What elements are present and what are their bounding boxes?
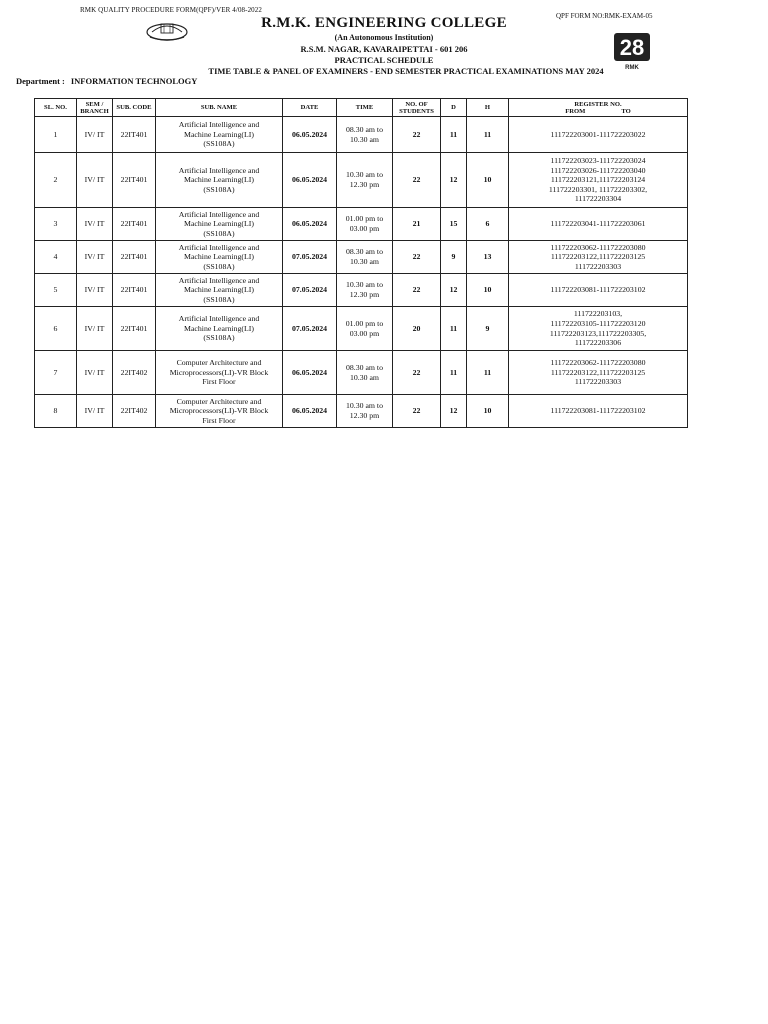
- cell-sem-branch: IV/ IT: [77, 117, 113, 153]
- cell-date: 07.05.2024: [283, 307, 337, 351]
- cell-no-of-students: 22: [393, 395, 441, 428]
- cell-sub-name: Artificial Intelligence and Machine Learning(LI) (SS108A): [156, 153, 283, 208]
- cell-sub-name: Artificial Intelligence and Machine Learning(LI) (SS108A): [156, 307, 283, 351]
- cell-time: 08.30 am to 10.30 am: [337, 241, 393, 274]
- cell-date: 07.05.2024: [283, 274, 337, 307]
- register-to-heading: TO: [621, 107, 631, 115]
- col-date: DATE: [283, 99, 337, 117]
- cell-time: 08.30 am to 10.30 am: [337, 117, 393, 153]
- cell-no-of-students: 21: [393, 208, 441, 241]
- cell-h: 11: [467, 351, 509, 395]
- cell-h: 10: [467, 153, 509, 208]
- cell-d: 11: [441, 307, 467, 351]
- cell-sub-name: Computer Architecture and Microprocessors(LI)-VR Block First Floor: [156, 351, 283, 395]
- cell-register-no: 111722203023-111722203024 111722203026-111722203040 111722203121,111722203124 111722203301, 111722203302, 111722203304: [509, 153, 688, 208]
- cell-register-no: 111722203103, 111722203105-111722203120 111722203123,111722203305, 111722203306: [509, 307, 688, 351]
- schedule-heading: PRACTICAL SCHEDULE: [334, 55, 434, 65]
- cell-date: 07.05.2024: [283, 241, 337, 274]
- cell-h: 13: [467, 241, 509, 274]
- cell-time: 08.30 am to 10.30 am: [337, 351, 393, 395]
- table-header-row: [35, 99, 688, 117]
- cell-time: 01.00 pm to 03.00 pm: [337, 208, 393, 241]
- logo-number: 28: [619, 35, 645, 60]
- cell-sl-no: 3: [35, 208, 77, 241]
- cell-sem-branch: IV/ IT: [77, 153, 113, 208]
- cell-h: 10: [467, 274, 509, 307]
- cell-sl-no: 6: [35, 307, 77, 351]
- table-row: [35, 274, 688, 307]
- timetable: [34, 98, 688, 428]
- cell-time: 10.30 am to 12.30 pm: [337, 395, 393, 428]
- cell-sub-code: 22IT402: [113, 351, 156, 395]
- cell-d: 11: [441, 117, 467, 153]
- col-no-of-students: NO. OF STUDENTS: [393, 99, 441, 117]
- table-row: [35, 208, 688, 241]
- cell-sub-name: Computer Architecture and Microprocessors(LI)-VR Block First Floor: [156, 395, 283, 428]
- cell-d: 9: [441, 241, 467, 274]
- cell-sub-name: Artificial Intelligence and Machine Learning(LI) (SS108A): [156, 274, 283, 307]
- col-h: H: [467, 99, 509, 117]
- cell-date: 06.05.2024: [283, 153, 337, 208]
- cell-sem-branch: IV/ IT: [77, 208, 113, 241]
- table-row: [35, 395, 688, 428]
- register-from-heading: FROM: [565, 107, 586, 115]
- cell-register-no: 111722203081-111722203102: [509, 274, 688, 307]
- institution-type: (An Autonomous Institution): [334, 33, 434, 42]
- cell-time: 10.30 am to 12.30 pm: [337, 153, 393, 208]
- cell-sub-code: 22IT401: [113, 241, 156, 274]
- cell-sem-branch: IV/ IT: [77, 241, 113, 274]
- cell-sl-no: 4: [35, 241, 77, 274]
- cell-date: 06.05.2024: [283, 208, 337, 241]
- cell-sub-name: Artificial Intelligence and Machine Learning(LI) (SS108A): [156, 208, 283, 241]
- cell-h: 11: [467, 117, 509, 153]
- cell-sub-code: 22IT401: [113, 117, 156, 153]
- cell-sl-no: 2: [35, 153, 77, 208]
- cell-register-no: 111722203062-111722203080 111722203122,111722203125 111722203303: [509, 351, 688, 395]
- college-name: R.M.K. ENGINEERING COLLEGE: [261, 15, 507, 31]
- cell-h: 10: [467, 395, 509, 428]
- table-row: [35, 351, 688, 395]
- cell-sem-branch: IV/ IT: [77, 351, 113, 395]
- cell-sub-code: 22IT401: [113, 274, 156, 307]
- cell-d: 11: [441, 351, 467, 395]
- cell-d: 12: [441, 274, 467, 307]
- cell-d: 15: [441, 208, 467, 241]
- cell-no-of-students: 22: [393, 351, 441, 395]
- department-value: INFORMATION TECHNOLOGY: [70, 76, 198, 86]
- table-row: [35, 241, 688, 274]
- col-time: TIME: [337, 99, 393, 117]
- cell-time: 10.30 am to 12.30 pm: [337, 274, 393, 307]
- col-sl-no: SL. NO.: [35, 99, 77, 117]
- cell-h: 9: [467, 307, 509, 351]
- col-sub-name: SUB. NAME: [156, 99, 283, 117]
- form-number: QPF FORM NO:RMK-EXAM-05: [556, 12, 653, 20]
- cell-no-of-students: 22: [393, 241, 441, 274]
- department-label: Department :: [16, 76, 65, 86]
- cell-register-no: 111722203041-111722203061: [509, 208, 688, 241]
- table-row: [35, 153, 688, 208]
- cell-no-of-students: 22: [393, 117, 441, 153]
- cell-register-no: 111722203062-111722203080 111722203122,111722203125 111722203303: [509, 241, 688, 274]
- cell-sub-code: 22IT402: [113, 395, 156, 428]
- cell-sl-no: 7: [35, 351, 77, 395]
- cell-sem-branch: IV/ IT: [77, 395, 113, 428]
- cell-no-of-students: 22: [393, 153, 441, 208]
- cell-d: 12: [441, 395, 467, 428]
- register-heading: REGISTER NO.: [574, 100, 622, 108]
- table-row: [35, 117, 688, 153]
- cell-time: 01.00 pm to 03.00 pm: [337, 307, 393, 351]
- cell-sem-branch: IV/ IT: [77, 274, 113, 307]
- cell-sub-code: 22IT401: [113, 208, 156, 241]
- cell-h: 6: [467, 208, 509, 241]
- exam-title: TIME TABLE & PANEL OF EXAMINERS - END SEMESTER PRACTICAL EXAMINATIONS MAY 2024: [208, 66, 604, 76]
- col-sub-code: SUB. CODE: [113, 99, 156, 117]
- logo-caption: RMK: [625, 65, 639, 71]
- form-reference: RMK QUALITY PROCEDURE FORM(QPF)/VER 4/08-2022: [80, 6, 262, 14]
- college-address: R.S.M. NAGAR, KAVARAIPETTAI - 601 206: [300, 44, 468, 54]
- cell-sub-name: Artificial Intelligence and Machine Learning(LI) (SS108A): [156, 241, 283, 274]
- col-d: D: [441, 99, 467, 117]
- cell-no-of-students: 22: [393, 274, 441, 307]
- cell-d: 12: [441, 153, 467, 208]
- cell-sub-name: Artificial Intelligence and Machine Learning(LI) (SS108A): [156, 117, 283, 153]
- cell-date: 06.05.2024: [283, 395, 337, 428]
- department-line: [16, 76, 203, 86]
- cell-sub-code: 22IT401: [113, 153, 156, 208]
- cell-sl-no: 8: [35, 395, 77, 428]
- cell-sl-no: 1: [35, 117, 77, 153]
- cell-register-no: 111722203001-111722203022: [509, 117, 688, 153]
- col-sem-branch: SEM / BRANCH: [77, 99, 113, 117]
- cell-sl-no: 5: [35, 274, 77, 307]
- cell-date: 06.05.2024: [283, 117, 337, 153]
- col-register-no: [509, 99, 688, 117]
- cell-date: 06.05.2024: [283, 351, 337, 395]
- cell-sem-branch: IV/ IT: [77, 307, 113, 351]
- cell-register-no: 111722203081-111722203102: [509, 395, 688, 428]
- table-row: [35, 307, 688, 351]
- cell-no-of-students: 20: [393, 307, 441, 351]
- cell-sub-code: 22IT401: [113, 307, 156, 351]
